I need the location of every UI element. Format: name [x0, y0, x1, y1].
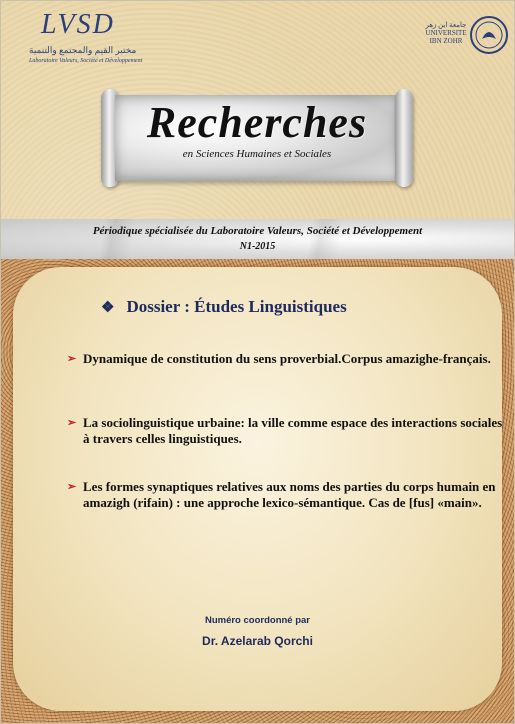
article-item — [67, 351, 503, 367]
journal-subtitle: en Sciences Humaines et Sociales — [182, 148, 332, 160]
dossier-title: Dossier : Études Linguistiques — [126, 297, 347, 316]
article-item — [67, 415, 503, 447]
diamond-bullet-icon: ❖ — [101, 300, 115, 316]
arrow-bullet-icon: ➢ — [67, 353, 77, 365]
journal-title: Recherches — [146, 98, 368, 147]
university-name: جامعة ابن زهر UNIVERSITE IBN ZOHR — [425, 21, 467, 45]
issue-number: N1-2015 — [239, 241, 276, 252]
article-title: Les formes synaptiques relatives aux noms des parties du corps humain en amazigh (rifain) : une approche lexico-sémantique. Cas de [fus] «main». — [83, 479, 496, 510]
arrow-bullet-icon: ➢ — [67, 417, 77, 429]
lab-logo-mark: LVSD — [41, 9, 115, 40]
periodical-band — [1, 219, 514, 259]
lab-logo-french: Laboratoire Valeurs, Société et Développement — [29, 58, 143, 64]
coordinator-name: Dr. Azelarab Qorchi — [202, 634, 313, 648]
article-title: La sociolinguistique urbaine: la ville comme espace des interactions sociales à travers celles linguistiques. — [83, 415, 503, 446]
arrow-bullet-icon: ➢ — [67, 481, 77, 493]
article-item — [67, 479, 503, 511]
lab-logo-arabic: مختبر القيم والمجتمع والتنمية — [29, 45, 137, 55]
cover-header — [1, 1, 514, 219]
periodical-description: Périodique spécialisée du Laboratoire Valeurs, Société et Développement — [92, 225, 423, 237]
lab-logo — [29, 9, 143, 69]
coordination-label: Numéro coordonné par — [204, 615, 311, 626]
dossier-heading — [101, 297, 421, 317]
university-seal-icon — [469, 15, 509, 55]
article-title: Dynamique de constitution du sens proverbial.Corpus amazighe-français. — [83, 351, 491, 366]
